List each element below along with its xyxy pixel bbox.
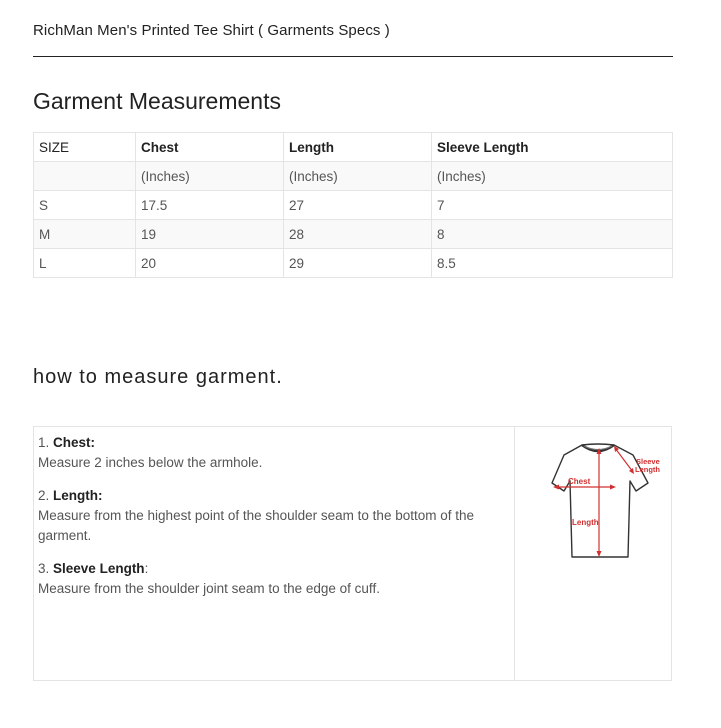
tshirt-diagram-panel	[516, 427, 672, 680]
instruction-length	[38, 486, 510, 546]
instruction-number: 3.	[38, 561, 50, 576]
cell-size: S	[34, 191, 136, 220]
instruction-number: 1.	[38, 435, 50, 450]
instruction-term: Sleeve Length	[53, 561, 145, 576]
instruction-term: Chest:	[53, 435, 96, 450]
sleeve-label-line1: Sleeve	[636, 457, 660, 466]
units-sleeve: (Inches)	[432, 162, 673, 191]
tshirt-outline	[552, 444, 648, 557]
cell-length: 27	[284, 191, 432, 220]
instruction-sleeve-length	[38, 559, 510, 599]
header-sleeve-length: Sleeve Length	[432, 133, 673, 162]
how-to-measure-heading: how to measure garment.	[33, 366, 283, 388]
instruction-suffix: :	[144, 561, 149, 576]
instruction-chest	[38, 433, 510, 473]
cell-length: 28	[284, 220, 432, 249]
cell-sleeve: 8.5	[432, 249, 673, 278]
header-size: SIZE	[34, 133, 136, 162]
length-label: Length	[572, 518, 599, 527]
units-size	[34, 162, 136, 191]
table-units-row	[34, 162, 673, 191]
how-to-measure-box	[33, 426, 672, 681]
tshirt-measure-diagram	[530, 439, 662, 563]
table-header-row	[34, 133, 673, 162]
table-row	[34, 249, 673, 278]
product-title: RichMan Men's Printed Tee Shirt ( Garments Specs )	[33, 22, 390, 39]
cell-sleeve: 8	[432, 220, 673, 249]
units-length: (Inches)	[284, 162, 432, 191]
instruction-description: Measure from the highest point of the shoulder seam to the bottom of the garment.	[38, 508, 475, 543]
cell-size: M	[34, 220, 136, 249]
header-length: Length	[284, 133, 432, 162]
cell-chest: 17.5	[136, 191, 284, 220]
cell-chest: 20	[136, 249, 284, 278]
garment-measurements-heading: Garment Measurements	[33, 88, 281, 114]
cell-size: L	[34, 249, 136, 278]
cell-sleeve: 7	[432, 191, 673, 220]
header-chest: Chest	[136, 133, 284, 162]
title-divider	[33, 56, 673, 57]
units-chest: (Inches)	[136, 162, 284, 191]
instruction-number: 2.	[38, 488, 50, 503]
sleeve-label-line2: Length	[635, 465, 660, 474]
instruction-description: Measure 2 inches below the armhole.	[38, 455, 263, 470]
cell-chest: 19	[136, 220, 284, 249]
cell-length: 29	[284, 249, 432, 278]
instruction-term: Length:	[53, 488, 103, 503]
instructions-panel	[34, 427, 515, 680]
table-row	[34, 220, 673, 249]
instruction-description: Measure from the shoulder joint seam to the edge of cuff.	[38, 581, 380, 596]
chest-label: Chest	[568, 477, 591, 486]
measurements-table	[33, 132, 673, 278]
table-row	[34, 191, 673, 220]
